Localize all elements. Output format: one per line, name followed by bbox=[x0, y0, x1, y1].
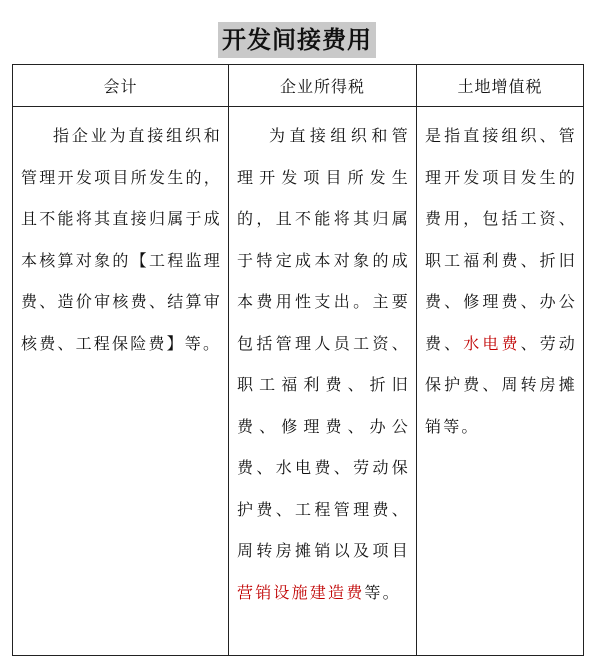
lvat-text-before: 是指直接组织、管理开发项目发生的费用，包括工资、职工福利费、折旧费、修理费、办公费、 bbox=[425, 126, 577, 353]
cit-text-before: 为直接组织和管理开发项目所发生的，且不能将其归属于特定成本对象的成本费用性支出。主要包括管理人员工资、职工福利费、折旧费、修理费、办公费、水电费、劳动保护费、工程管理费、周转房摊销以及项目 bbox=[237, 126, 410, 560]
cell-corporate-income-tax bbox=[229, 107, 417, 656]
cit-text bbox=[237, 115, 410, 613]
page-title: 开发间接费用 bbox=[218, 22, 376, 58]
header-land-value-added-tax: 土地增值税 bbox=[417, 65, 584, 107]
content-row bbox=[13, 107, 584, 656]
title-wrap bbox=[0, 22, 594, 58]
header-row bbox=[13, 65, 584, 107]
lvat-text-highlight: 水电费 bbox=[463, 333, 521, 353]
cell-land-value-added-tax bbox=[417, 107, 584, 656]
header-corporate-income-tax: 企业所得税 bbox=[229, 65, 417, 107]
lvat-text bbox=[425, 115, 577, 447]
header-accounting: 会计 bbox=[13, 65, 229, 107]
lvat-text-after: 、劳动保护费、周转房摊销等。 bbox=[425, 333, 577, 436]
cell-accounting bbox=[13, 107, 229, 656]
cit-text-after: 等。 bbox=[364, 582, 401, 602]
cit-text-highlight: 营销设施建造费 bbox=[237, 582, 365, 602]
accounting-text: 指企业为直接组织和管理开发项目所发生的，且不能将其直接归属于成本核算对象的【工程监理费、造价审核费、结算审核费、工程保险费】等。 bbox=[21, 126, 222, 353]
comparison-table bbox=[12, 64, 584, 656]
